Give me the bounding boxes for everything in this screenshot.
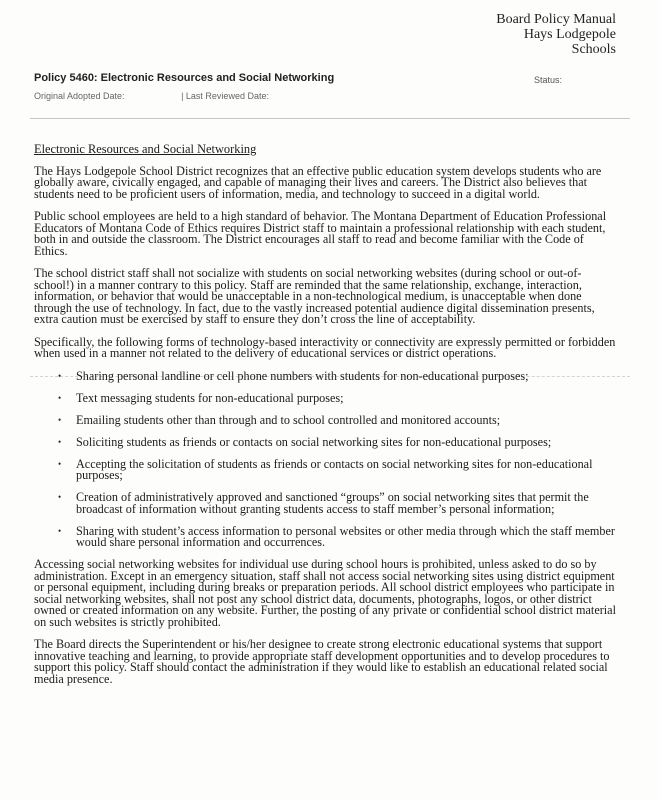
policy-title: Policy 5460: Electronic Resources and Social Networking	[34, 72, 335, 84]
paragraph-social-networking: The school district staff shall not socialize with students on social networking websites (during school or out-of-school!) in a manner contrary to this policy. Staff are reminded that the same relationship, exchange, interaction, information, or behavior that would be unacceptable in a non-technological medium, is unacceptable when done through the use of technology. In fact, due to the vastly increased potential audience digital dissemination presents, extra caution must be exercised by staff to ensure they don’t cross the line of acceptability.	[34, 266, 595, 326]
manual-header	[496, 12, 616, 57]
manual-title-line-2: Hays Lodgepole	[523, 27, 616, 42]
list-item: • Sharing personal landline or cell phone numbers with students for non-educational purposes;	[34, 371, 618, 383]
list-item: • Text messaging students for non-educational purposes;	[34, 393, 618, 405]
paragraph-board-directive: The Board directs the Superintendent or his/her designee to create strong electronic educational systems that support innovative teaching and learning, to provide appropriate staff development opportunities and to develop procedures to support this policy. Staff should contact the administration if they would like to establish an educational related social media presence.	[34, 637, 610, 686]
policy-dates-row	[34, 91, 624, 101]
policy-body	[34, 144, 618, 696]
paragraph-intro: The Hays Lodgepole School District recognizes that an effective public education system develops students who are globally aware, civically engaged, and capable of managing their lives and careers. The District also believes that students need to be proficient users of information, media, and technology to succeed in a digital world.	[34, 163, 602, 201]
section-heading: Electronic Resources and Social Networking	[34, 142, 257, 156]
prohibited-activities-list	[34, 368, 618, 549]
reviewed-date-label: | Last Reviewed Date:	[181, 91, 269, 101]
paragraph-forms-list-intro: Specifically, the following forms of technology-based interactivity or connectivity are expressly permitted or forbidden when used in a manner not related to the delivery of educational services or district operations.	[34, 334, 616, 360]
adopted-date-label: Original Adopted Date:	[34, 91, 125, 101]
paragraph-code-of-ethics: Public school employees are held to a high standard of behavior. The Montana Department of Education Professional Educators of Montana Code of Ethics requires District staff to maintain a professional relationship with each student, both in and outside the classroom. The District encourages all staff to read and become familiar with the Code of Ethics.	[34, 209, 607, 258]
manual-title-line-1: Board Policy Manual	[496, 12, 616, 27]
policy-info-bar	[34, 72, 624, 101]
list-item: • Sharing with student’s access information to personal websites or other media through which the staff member would share personal information and occurrences.	[34, 526, 618, 549]
paragraph-school-hours: Accessing social networking websites for individual use during school hours is prohibited, unless asked to do so by administration. Except in an emergency situation, staff shall not access social networking sites using district equipment or personal equipment, including during breaks or preparation periods. All school district employees who participate in social networking websites, shall not post any school district data, documents, photographs, logos, or other district owned or created information on any website. Further, the posting of any private or confidential school district material on such websites is strictly prohibited.	[34, 557, 616, 629]
list-item: • Soliciting students as friends or contacts on social networking sites for non-educational purposes;	[34, 437, 618, 449]
list-item: • Accepting the solicitation of students as friends or contacts on social networking sites for non-educational purposes;	[34, 459, 618, 482]
list-item: • Creation of administratively approved and sanctioned “groups” on social networking sites that permit the broadcast of information without granting students access to staff member’s personal information;	[34, 492, 618, 515]
list-item: • Emailing students other than through and to school controlled and monitored accounts;	[34, 415, 618, 427]
status-label: Status:	[534, 75, 563, 85]
header-divider	[30, 118, 630, 119]
manual-title-line-3: Schools	[571, 42, 616, 57]
